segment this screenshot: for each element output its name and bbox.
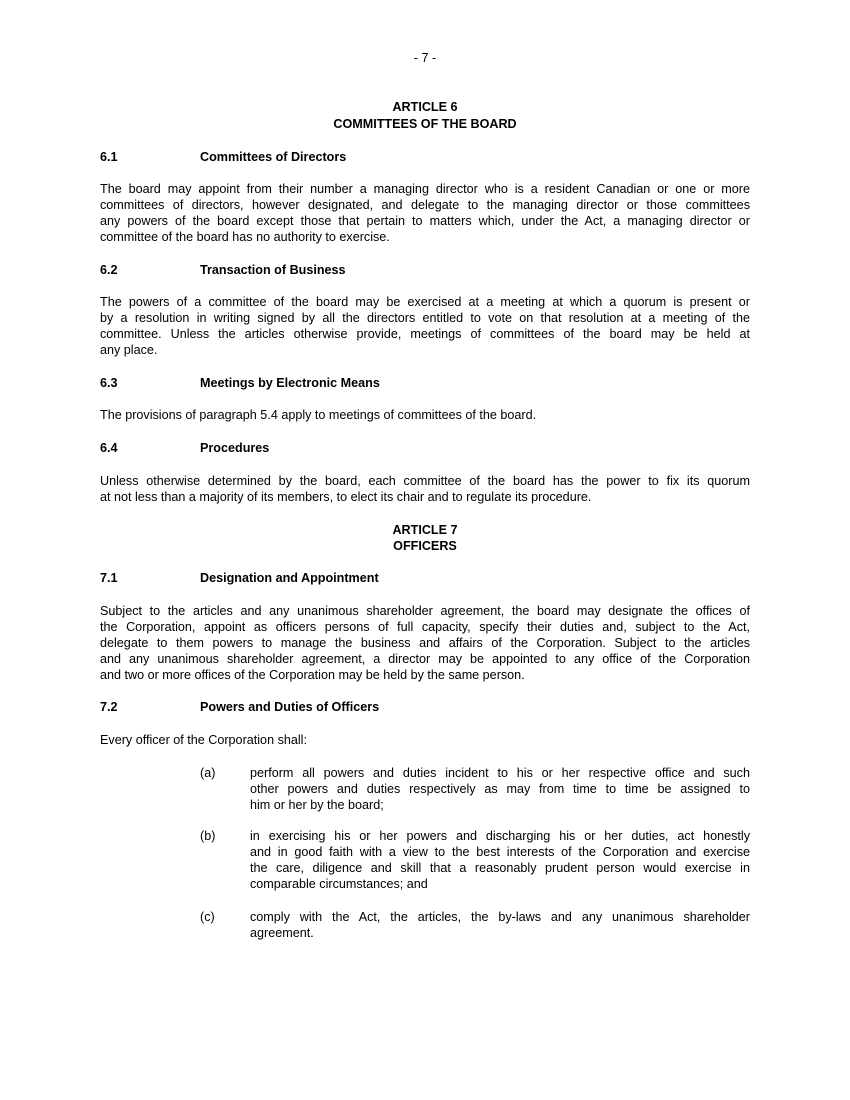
text-line: committee of the board has no authority to exercise. — [100, 230, 390, 244]
section-6-4-number: 6.4 — [100, 441, 118, 455]
article-7-label: ARTICLE 7 — [392, 523, 458, 537]
text-line: perform all powers and duties incident to his or her respective office and such — [250, 766, 750, 780]
list-item-a-label: (a) — [200, 766, 216, 780]
section-6-1-number: 6.1 — [100, 150, 118, 164]
section-7-2-title: Powers and Duties of Officers — [200, 700, 380, 714]
text-line: and two or more offices of the Corporation may be held by the same person. — [100, 668, 525, 682]
text-line: at not less than a majority of its members, to elect its chair and to regulate its procedure. — [100, 490, 592, 504]
text-line: Unless otherwise determined by the board, each committee of the board has the power to fix its quorum — [100, 474, 750, 488]
list-item-b-label: (b) — [200, 829, 216, 843]
section-7-1-number: 7.1 — [100, 571, 118, 585]
section-6-4-title: Procedures — [200, 441, 270, 455]
article-6-title: COMMITTEES OF THE BOARD — [333, 117, 517, 131]
text-line: delegate to them powers to manage the business and affairs of the Corporation. Subject to the articles — [100, 636, 750, 650]
text-line: any powers of the board except those that pertain to matters which, under the Act, a managing director or — [100, 214, 750, 228]
article-6-label: ARTICLE 6 — [392, 100, 458, 114]
text-line: committee. Unless the articles otherwise provide, meetings of committees of the board may be held at — [100, 327, 750, 341]
section-7-1-title: Designation and Appointment — [200, 571, 379, 585]
text-line: The provisions of paragraph 5.4 apply to meetings of committees of the board. — [100, 408, 537, 422]
section-7-2-number: 7.2 — [100, 700, 118, 714]
list-item-c-text — [250, 909, 750, 941]
text-line: Every officer of the Corporation shall: — [100, 733, 307, 747]
section-6-1-paragraph — [100, 181, 750, 245]
text-line: The board may appoint from their number a managing director who is a resident Canadian or one or more — [100, 182, 750, 196]
section-6-1-title: Committees of Directors — [200, 150, 347, 164]
section-6-2-title: Transaction of Business — [200, 263, 346, 277]
section-6-4-paragraph — [100, 473, 750, 505]
section-6-2-number: 6.2 — [100, 263, 118, 277]
text-line: other powers and duties respectively as may from time to time be assigned to — [250, 782, 750, 796]
text-line: the care, diligence and skill that a reasonably prudent person would exercise in — [250, 861, 750, 875]
section-6-3-title: Meetings by Electronic Means — [200, 376, 380, 390]
text-line: and in good faith with a view to the best interests of the Corporation and exercise — [250, 845, 750, 859]
text-line: him or her by the board; — [250, 798, 384, 812]
article-7-title: OFFICERS — [393, 539, 457, 553]
text-line: Subject to the articles and any unanimous shareholder agreement, the board may designate the offices of — [100, 604, 750, 618]
text-line: in exercising his or her powers and discharging his or her duties, act honestly — [250, 829, 750, 843]
text-line: comparable circumstances; and — [250, 877, 428, 891]
text-line: and any unanimous shareholder agreement, a director may be appointed to any office of the Corporation — [100, 652, 750, 666]
section-6-3-paragraph — [100, 407, 750, 423]
section-6-2-paragraph — [100, 294, 750, 358]
text-line: The powers of a committee of the board may be exercised at a meeting at which a quorum is present or — [100, 295, 750, 309]
section-7-2-paragraph — [100, 732, 750, 748]
section-7-1-paragraph — [100, 603, 750, 683]
text-line: comply with the Act, the articles, the by-laws and any unanimous shareholder — [250, 910, 750, 924]
list-item-c-label: (c) — [200, 910, 215, 924]
text-line: by a resolution in writing signed by all the directors entitled to vote on that resolution at a meeting of the — [100, 311, 750, 325]
text-line: the Corporation, appoint as officers persons of full capacity, specify their duties and, subject to the Act, — [100, 620, 750, 634]
text-line: committees of directors, however designated, and delegate to the managing director or those committees — [100, 198, 750, 212]
section-6-3-number: 6.3 — [100, 376, 118, 390]
text-line: agreement. — [250, 926, 314, 940]
list-item-b-text — [250, 828, 750, 892]
list-item-a-text — [250, 765, 750, 813]
page-number: - 7 - — [413, 51, 437, 65]
text-line: any place. — [100, 343, 158, 357]
